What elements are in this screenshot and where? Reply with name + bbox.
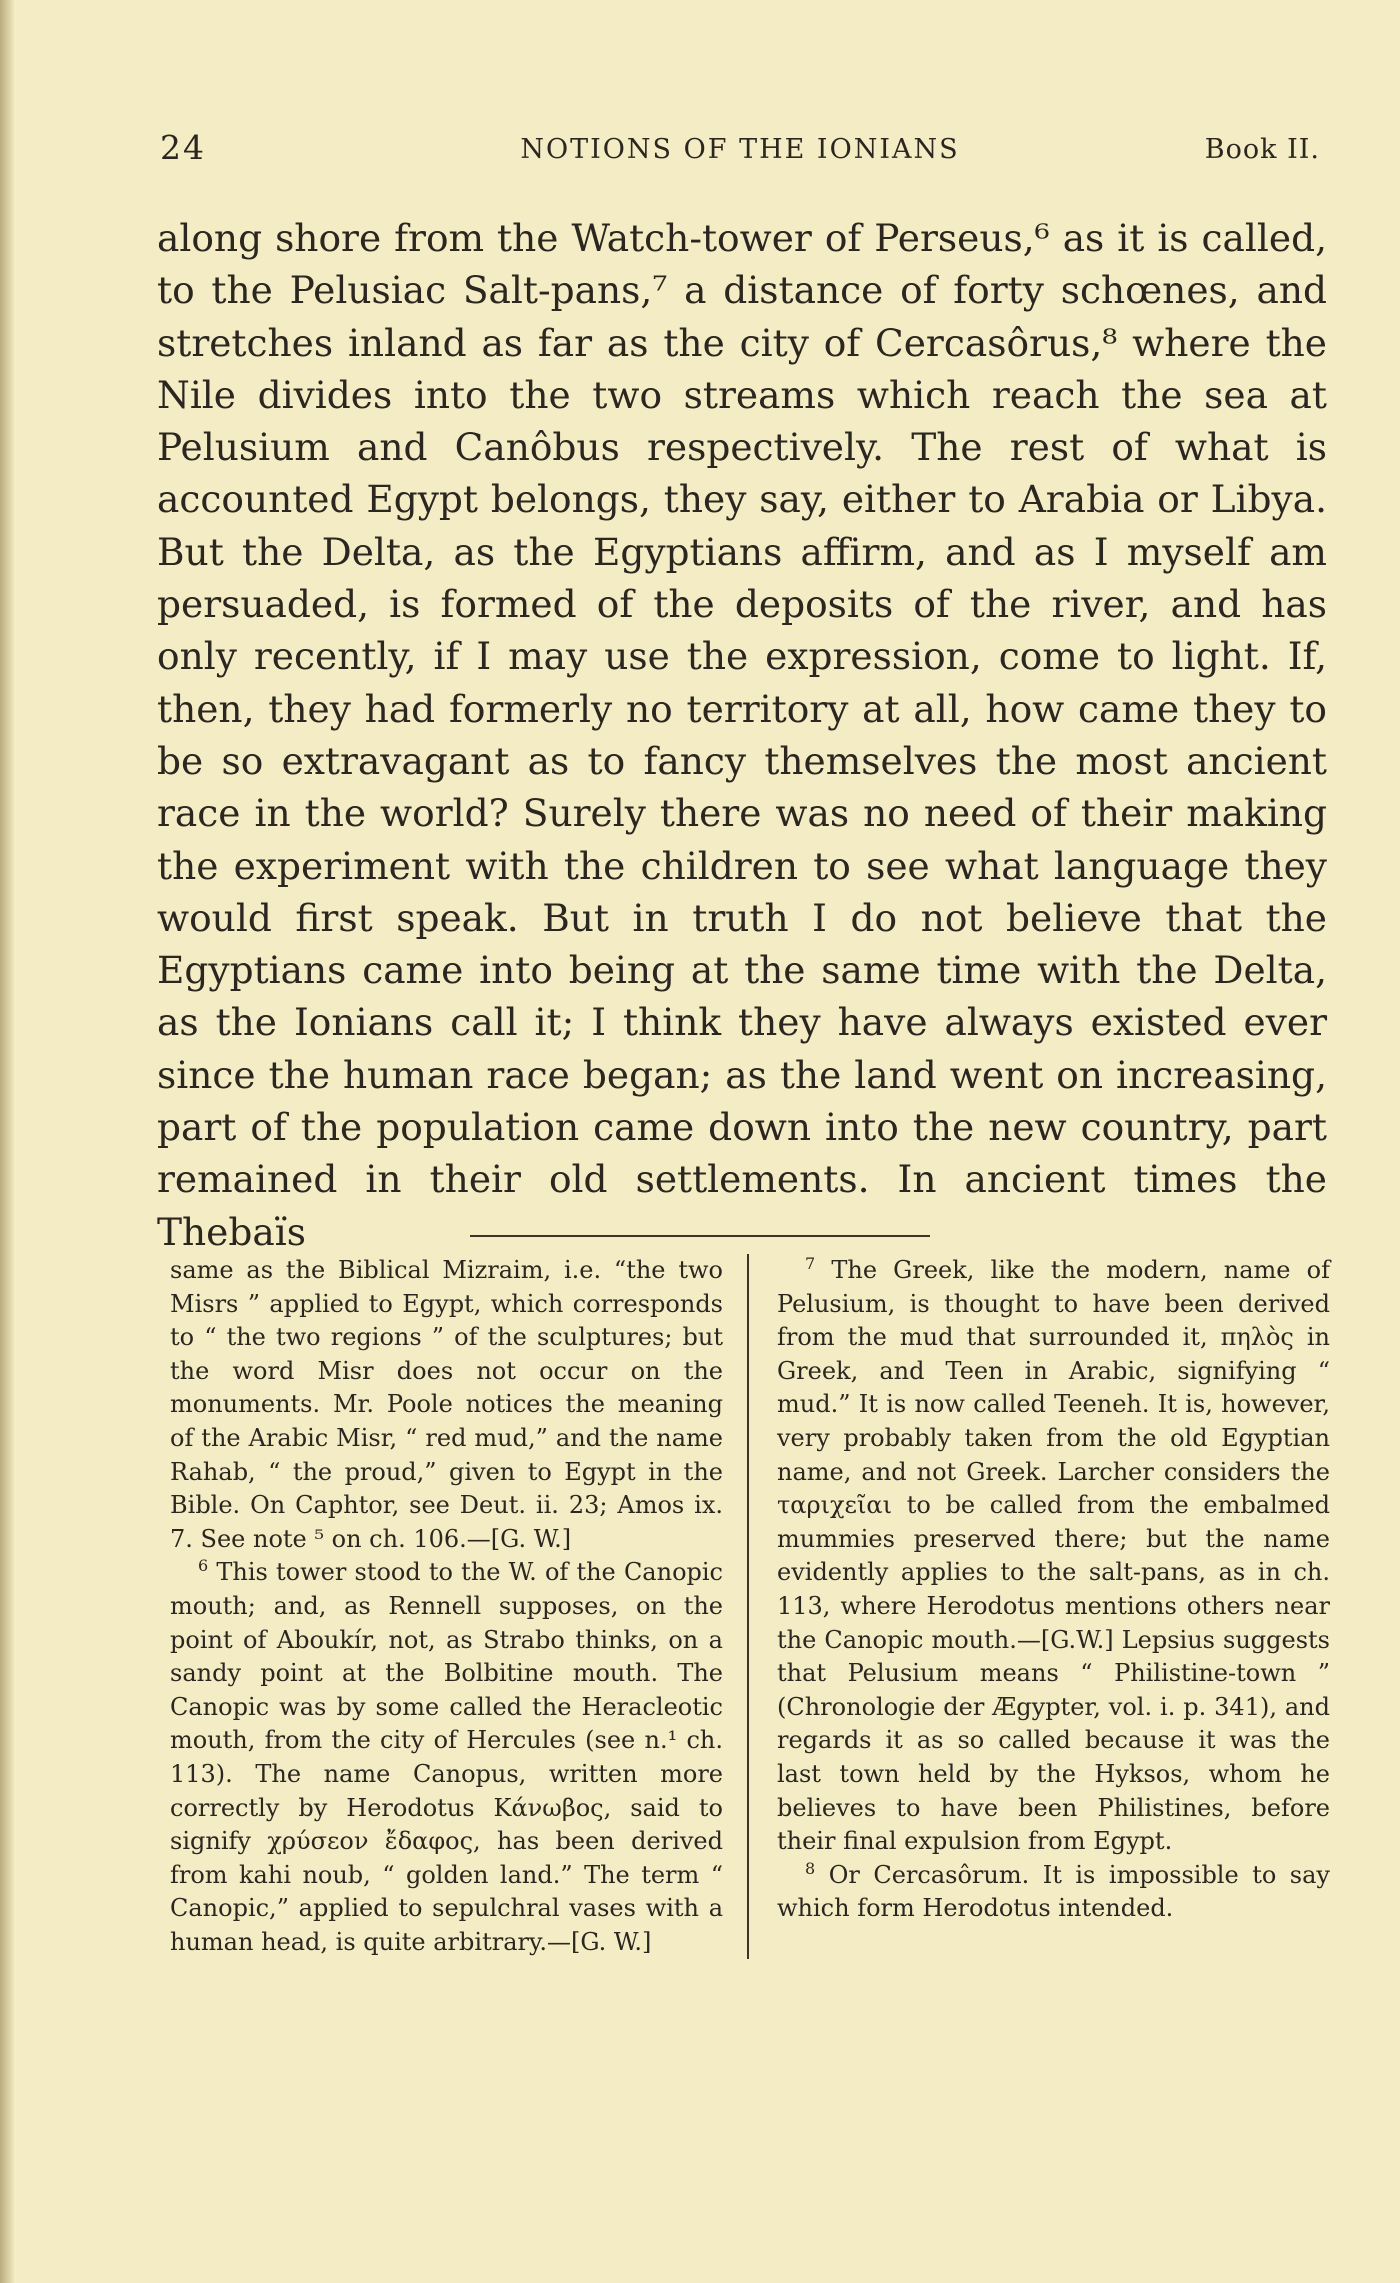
footnotes xyxy=(170,1254,1330,1959)
footnote-number: 6 xyxy=(198,1556,209,1576)
header-title: NOTIONS OF THE IONIANS xyxy=(520,134,960,165)
body-paragraph: along shore from the Watch-tower of Perseus,⁶ as it is called, to the Pelusiac Salt-pans,⁷ a distance of forty schœnes, and stretches inland as far as the city of Cercasôrus,⁸ where the Nile divides into the two streams which reach the sea at Pelusium and Canôbus respectively. The rest of what is accounted Egypt belongs, they say, either to Arabia or Libya. But the Delta, as the Egyptians affirm, and as I myself am persuaded, is formed of the deposits of the river, and has only recently, if I may use the expression, come to light. If, then, they had formerly no territory at all, how came they to be so extravagant as to fancy themselves the most ancient race in the world? Surely there was no need of their making the experiment with the children to see what language they would first speak. But in truth I do not believe that the Egyptians came into being at the same time with the Delta, as the Ionians call it; I think they have always existed ever since the human race began; as the land went on increasing, part of the population came down into the new country, part remained in their old settlements. In ancient times the Thebaïs xyxy=(157,216,1327,1254)
footnote-6 xyxy=(170,1556,723,1959)
page-number: 24 xyxy=(160,128,206,167)
footnote-rule xyxy=(470,1235,930,1237)
footnote-continued xyxy=(170,1254,723,1556)
main-text xyxy=(157,212,1327,1258)
running-head xyxy=(160,128,1320,178)
footnote-text: The Greek, like the modern, name of Pelusium, is thought to have been derived from the mud that surrounded it, πηλὸς in Greek, and Teen in Arabic, signifying “ mud.” It is now called Teeneh. It is, however, very probably taken from the old Egyptian name, and not Greek. Larcher considers the ταριχεῖαι to be called from the embalmed mummies preserved there; but the name evidently applies to the salt-pans, as in ch. 113, where Herodotus mentions others near the Canopic mouth.—[G.W.] Lepsius suggests that Pelusium means “ Philistine-town ” (Chronologie der Ægypter, vol. i. p. 341), and regards it as so called because it was the last town held by the Hyksos, whom he believes to have been Philistines, before their final expulsion from Egypt. xyxy=(777,1256,1330,1856)
footnote-8 xyxy=(777,1859,1330,1926)
footnote-text: Or Cercasôrum. It is impossible to say which form Herodotus intended. xyxy=(777,1860,1330,1923)
header-book: Book II. xyxy=(1204,134,1320,165)
footnote-column-left xyxy=(170,1254,747,1959)
footnote-7 xyxy=(777,1254,1330,1859)
footnote-text: This tower stood to the W. of the Canopic mouth; and, as Rennell supposes, on the point of Aboukír, not, as Strabo thinks, on a sandy point at the Bolbitine mouth. The Canopic was by some called the Heracleotic mouth, from the city of Hercules (see n.¹ ch. 113). The name Canopus, written more correctly by Herodotus Κάνωβος, said to signify χρύσεον ἔδαφος, has been derived from kahi noub, “ golden land.” The term “ Canopic,” applied to sepulchral vases with a human head, is quite arbitrary.—[G. W.] xyxy=(170,1558,723,1956)
footnote-text: same as the Biblical Mizraim, i.e. “the two Misrs ” applied to Egypt, which corresponds to “ the two regions ” of the sculptures; but the word Misr does not occur on the monuments. Mr. Poole notices the meaning of the Arabic Misr, “ red mud,” and the name Rahab, “ the proud,” given to Egypt in the Bible. On Caphtor, see Deut. ii. 23; Amos ix. 7. See note ⁵ on ch. 106.—[G. W.] xyxy=(170,1256,723,1553)
footnote-number: 7 xyxy=(805,1254,816,1273)
footnote-number: 8 xyxy=(805,1858,816,1878)
page-edge xyxy=(0,0,14,2283)
footnote-column-right xyxy=(747,1254,1330,1959)
